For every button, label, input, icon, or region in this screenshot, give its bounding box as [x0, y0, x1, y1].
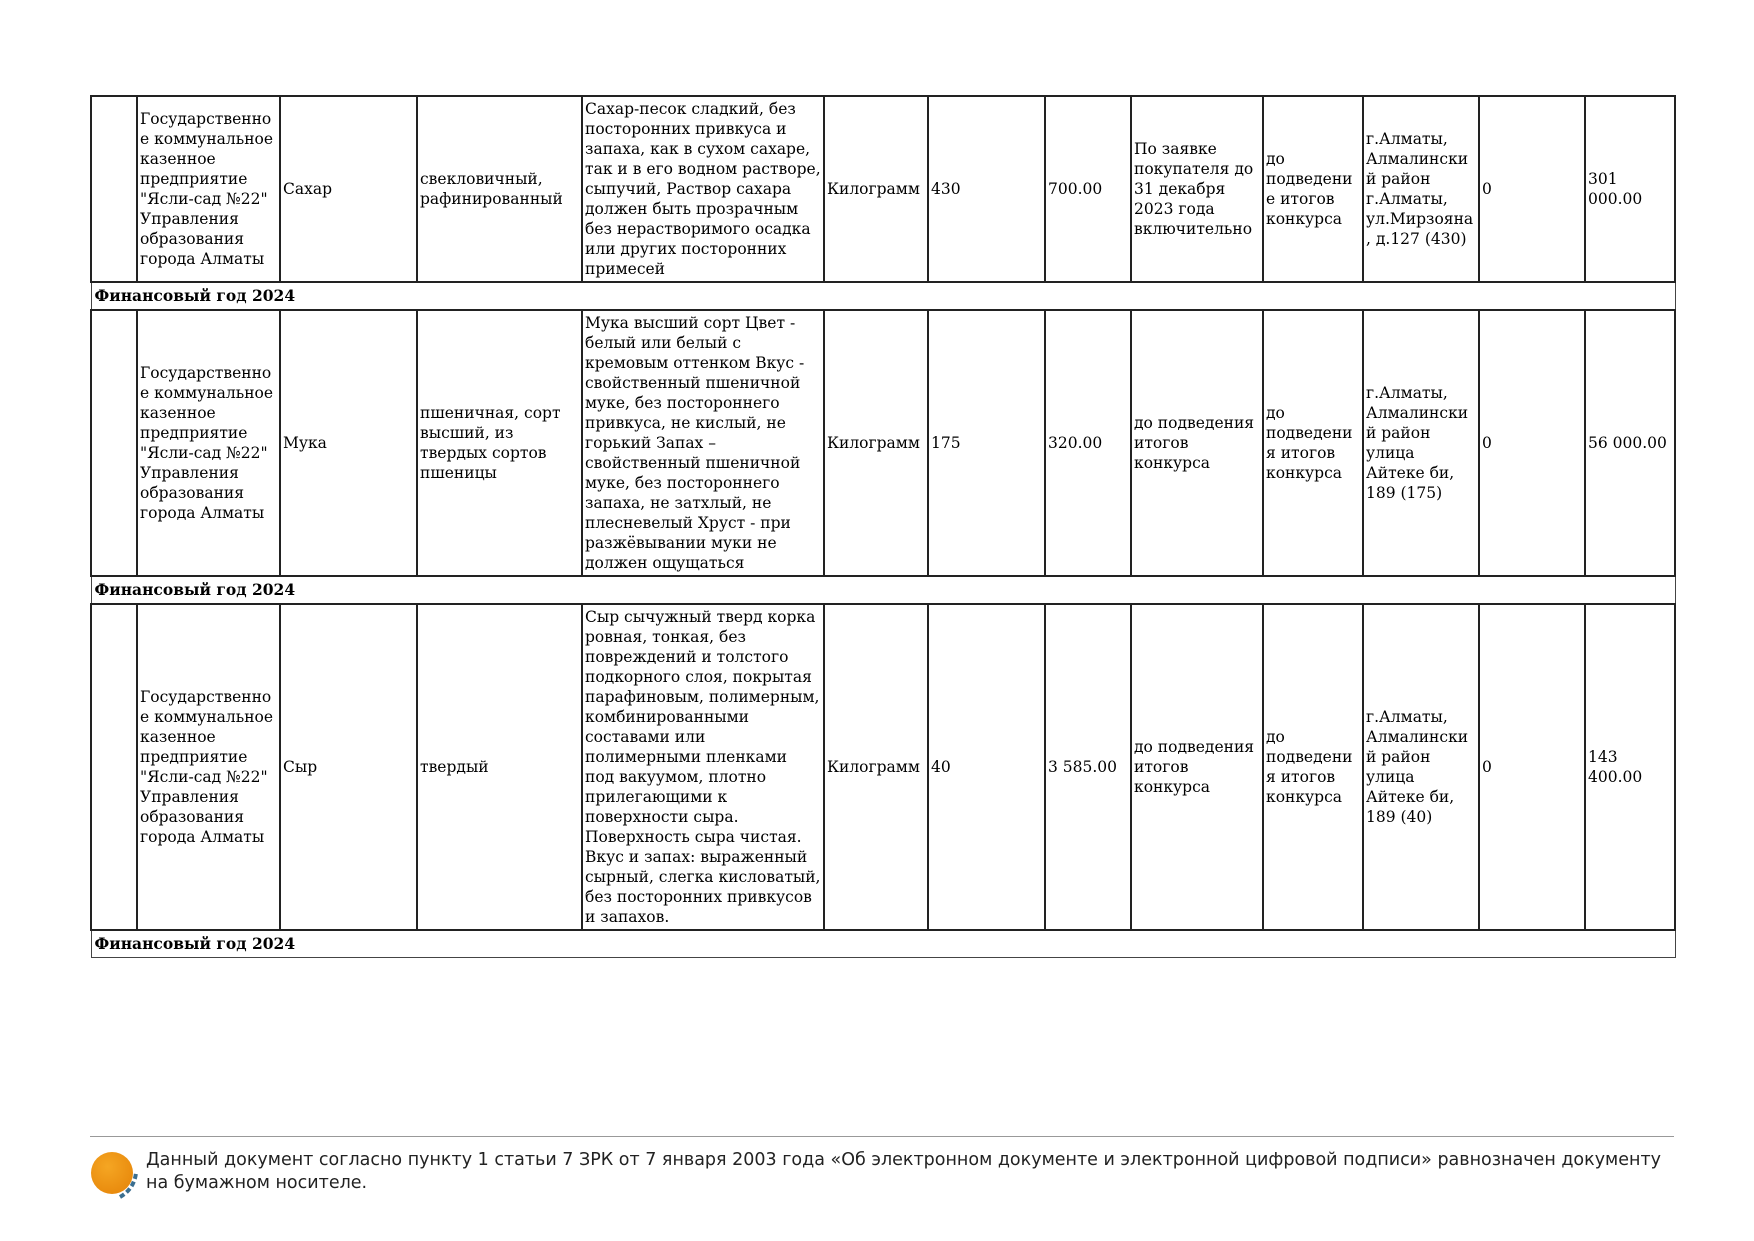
cell-num [91, 96, 137, 282]
cell-num [91, 310, 137, 576]
cell-price: 700.00 [1045, 96, 1131, 282]
cell-price: 3 585.00 [1045, 604, 1131, 930]
fiscal-year-row [91, 282, 1675, 310]
table-row [91, 310, 1675, 576]
cell-unit: Килограмм [824, 604, 928, 930]
cell-num [91, 604, 137, 930]
cell-unit: Килограмм [824, 310, 928, 576]
cell-description: Мука высший сорт Цвет - белый или белый с кремовым оттенком Вкус - свойственный пшеничной муке, без постороннего привкуса, не кислый, не горький Запах – свойственный пшеничной муке, без постороннего запаха, не затхлый, не плесневелый Хруст - при разжёвывании муки не должен ощущаться [582, 310, 824, 576]
cell-name: Мука [280, 310, 417, 576]
cell-characteristic: свекловичный, рафинированный [417, 96, 582, 282]
cell-advance: 0 [1479, 96, 1585, 282]
fiscal-year-label: Финансовый год 2024 [91, 576, 1675, 604]
cell-advance: 0 [1479, 310, 1585, 576]
cell-term-extra: до подведения итогов конкурса [1263, 604, 1363, 930]
table-row [91, 96, 1675, 282]
cell-delivery-term: до подведения итогов конкурса [1131, 310, 1263, 576]
cell-total: 56 000.00 [1585, 310, 1675, 576]
cell-place: г.Алматы, Алмалинский район улица Айтеке би, 189 (175) [1363, 310, 1479, 576]
cell-characteristic: пшеничная, сорт высший, из твердых сортов пшеницы [417, 310, 582, 576]
cell-unit: Килограмм [824, 96, 928, 282]
fiscal-year-row [91, 930, 1675, 958]
egov-sun-logo-icon [90, 1149, 138, 1201]
cell-characteristic: твердый [417, 604, 582, 930]
table-row [91, 604, 1675, 930]
cell-term-extra: до подведения итогов конкурса [1263, 310, 1363, 576]
cell-price: 320.00 [1045, 310, 1131, 576]
cell-delivery-term: до подведения итогов конкурса [1131, 604, 1263, 930]
procurement-table [90, 95, 1676, 958]
cell-quantity: 175 [928, 310, 1045, 576]
cell-term-extra: до подведение итогов конкурса [1263, 96, 1363, 282]
cell-description: Сыр сычужный тверд корка ровная, тонкая, без повреждений и толстого подкорного слоя, покрытая парафиновым, полимерным, комбинированными составами или полимерными пленками под вакуумом, плотно прилегающими к поверхности сыра. Поверхность сыра чистая. Вкус и запах: выраженный сырный, слегка кисловатый, без посторонних привкусов и запахов. [582, 604, 824, 930]
cell-customer: Государственное коммунальное казенное предприятие "Ясли-сад №22" Управления образования города Алматы [137, 310, 280, 576]
footer-legal-text: Данный документ согласно пункту 1 статьи 7 ЗРК от 7 января 2003 года «Об электронном документе и электронной цифровой подписи» равнозначен документу на бумажном носителе. [146, 1150, 1662, 1193]
cell-place: г.Алматы, Алмалинский район улица Айтеке би, 189 (40) [1363, 604, 1479, 930]
fiscal-year-label: Финансовый год 2024 [91, 930, 1675, 958]
cell-name: Сахар [280, 96, 417, 282]
cell-customer: Государственное коммунальное казенное предприятие "Ясли-сад №22" Управления образования города Алматы [137, 96, 280, 282]
cell-delivery-term: По заявке покупателя до 31 декабря 2023 года включительно [1131, 96, 1263, 282]
cell-total: 301 000.00 [1585, 96, 1675, 282]
cell-quantity: 430 [928, 96, 1045, 282]
cell-description: Сахар-песок сладкий, без посторонних привкуса и запаха, как в сухом сахаре, так и в его водном растворе, сыпучий, Раствор сахара должен быть прозрачным без нерастворимого осадка или других посторонних примесей [582, 96, 824, 282]
fiscal-year-label: Финансовый год 2024 [91, 282, 1675, 310]
cell-total: 143 400.00 [1585, 604, 1675, 930]
fiscal-year-row [91, 576, 1675, 604]
cell-name: Сыр [280, 604, 417, 930]
cell-customer: Государственное коммунальное казенное предприятие "Ясли-сад №22" Управления образования города Алматы [137, 604, 280, 930]
cell-advance: 0 [1479, 604, 1585, 930]
cell-place: г.Алматы, Алмалинский район г.Алматы, ул.Мирзояна, д.127 (430) [1363, 96, 1479, 282]
document-footer [90, 1136, 1674, 1201]
cell-quantity: 40 [928, 604, 1045, 930]
